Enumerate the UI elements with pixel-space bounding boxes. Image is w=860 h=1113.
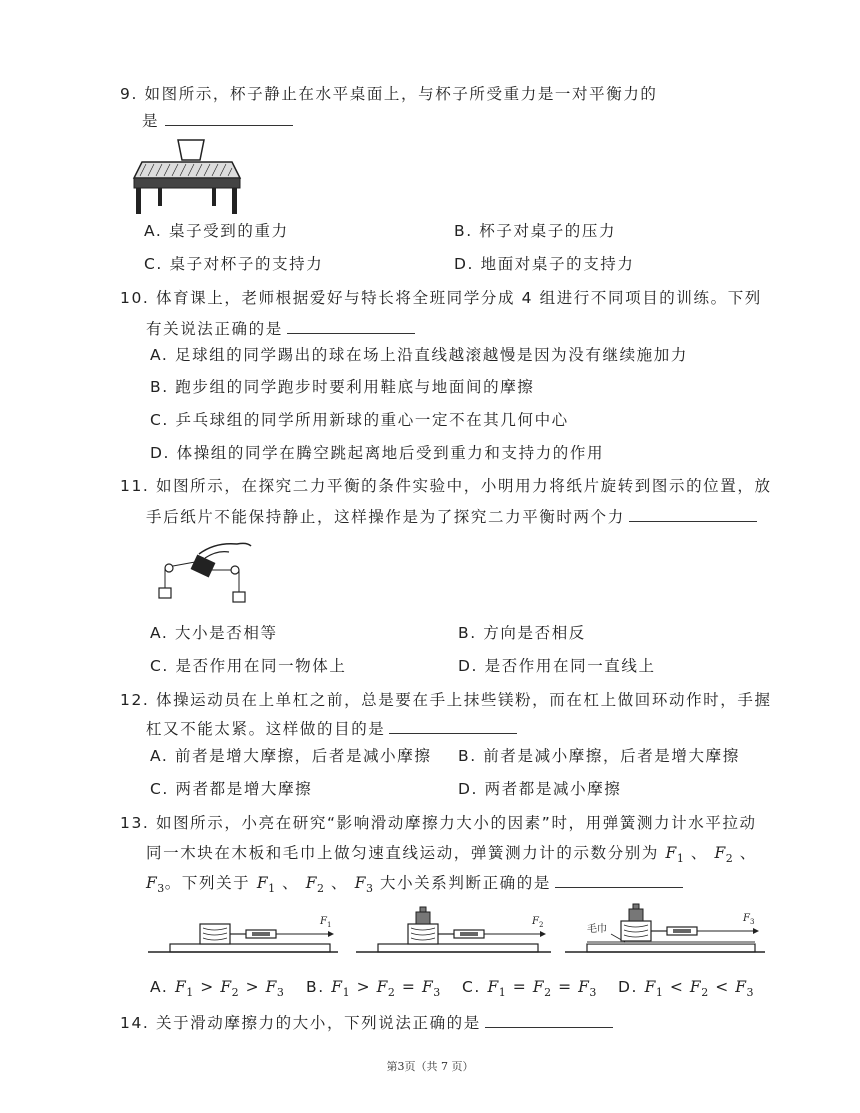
q13-option-d[interactable]: D. $F_1 < F_2 < F_3$ [618, 978, 755, 1000]
q11-option-b[interactable]: B. 方向是否相反 [458, 624, 586, 642]
q11-option-d[interactable]: D. 是否作用在同一直线上 [458, 657, 656, 675]
f2-symbol: $F_2$ [714, 844, 734, 866]
q9-option-d[interactable]: D. 地面对桌子的支持力 [454, 255, 635, 273]
svg-text:F: F [743, 913, 750, 924]
q14-stem-line1: 14. 关于滑动摩擦力的大小，下列说法正确的是 [120, 1012, 613, 1033]
answer-blank[interactable] [287, 318, 415, 334]
svg-text:1: 1 [327, 921, 332, 929]
q9-stem-line1: 9. 如图所示，杯子静止在水平桌面上，与杯子所受重力是一对平衡力的 [120, 85, 658, 103]
f3-symbol: $F_3$ [146, 874, 165, 896]
q10-option-c[interactable]: C. 乒乓球组的同学所用新球的重心一定不在其几何中心 [150, 411, 569, 429]
friction-figure-1 [148, 910, 338, 958]
towel-label: 毛巾 [587, 924, 607, 935]
q9-option-a[interactable]: A. 桌子受到的重力 [144, 222, 289, 240]
q13-option-a[interactable]: A. $F_1 > F_2 > F_3$ [150, 978, 285, 1000]
answer-blank[interactable] [389, 718, 517, 734]
table-cup-figure [132, 138, 242, 218]
q10-option-d[interactable]: D. 体操组的同学在腾空跳起离地后受到重力和支持力的作用 [150, 444, 605, 462]
q12-option-b[interactable]: B. 前者是减小摩擦，后者是增大摩擦 [458, 747, 740, 765]
q13-stem-line1: 13. 如图所示，小亮在研究“影响滑动摩擦力大小的因素”时，用弹簧测力计水平拉动 [120, 814, 757, 832]
svg-text:F: F [532, 916, 539, 927]
q12-stem-line1: 12. 体操运动员在上单杠之前，总是要在手上抹些镁粉，而在杠上做回环动作时，手握 [120, 691, 772, 709]
answer-blank[interactable] [555, 872, 683, 888]
q9-stem-line2: 是 [142, 110, 293, 131]
q10-stem-line2: 有关说法正确的是 [146, 318, 415, 339]
q11-option-c[interactable]: C. 是否作用在同一物体上 [150, 657, 347, 675]
page-footer: 第3页（共 7 页） [386, 1060, 474, 1073]
answer-blank[interactable] [485, 1012, 613, 1028]
q13-option-c[interactable]: C. $F_1 = F_2 = F_3$ [462, 978, 597, 1000]
q9-option-b[interactable]: B. 杯子对桌子的压力 [454, 222, 617, 240]
answer-blank[interactable] [629, 506, 757, 522]
q12-stem-line2: 杠又不能太紧。这样做的目的是 [146, 718, 517, 739]
two-force-balance-figure [155, 536, 260, 608]
q10-option-a[interactable]: A. 足球组的同学踢出的球在场上沿直线越滚越慢是因为没有继续施加力 [150, 346, 688, 364]
friction-figure-2 [356, 900, 551, 958]
q10-option-b[interactable]: B. 跑步组的同学跑步时要利用鞋底与地面间的摩擦 [150, 378, 535, 396]
q11-stem-line1: 11. 如图所示，在探究二力平衡的条件实验中，小明用力将纸片旋转到图示的位置，放 [120, 477, 772, 495]
q11-stem-line2: 手后纸片不能保持静止，这样操作是为了探究二力平衡时两个力 [146, 506, 757, 527]
q11-option-a[interactable]: A. 大小是否相等 [150, 624, 278, 642]
svg-text:3: 3 [750, 918, 755, 926]
q12-option-d[interactable]: D. 两者都是减小摩擦 [458, 780, 622, 798]
q13-option-b[interactable]: B. $F_1 > F_2 = F_3$ [306, 978, 441, 1000]
svg-text:F: F [320, 916, 327, 927]
q12-option-a[interactable]: A. 前者是增大摩擦，后者是减小摩擦 [150, 747, 432, 765]
f1-symbol: $F_1$ [665, 844, 685, 866]
q12-option-c[interactable]: C. 两者都是增大摩擦 [150, 780, 313, 798]
friction-figure-3 [565, 900, 765, 958]
q9-option-c[interactable]: C. 桌子对杯子的支持力 [144, 255, 324, 273]
answer-blank[interactable] [165, 110, 293, 126]
q13-stem-line2: 同一木块在木板和毛巾上做匀速直线运动，弹簧测力计的示数分别为 $F_1$ 、 $F_2$ 、 [146, 844, 757, 866]
svg-text:2: 2 [539, 921, 544, 929]
q10-stem-line1: 10. 体育课上，老师根据爱好与特长将全班同学分成 4 组进行不同项目的训练。下列 [120, 289, 762, 307]
q13-stem-line3: $F_3$。下列关于 $F_1$ 、 $F_2$ 、 $F_3$ 大小关系判断正确的是 [146, 872, 683, 899]
